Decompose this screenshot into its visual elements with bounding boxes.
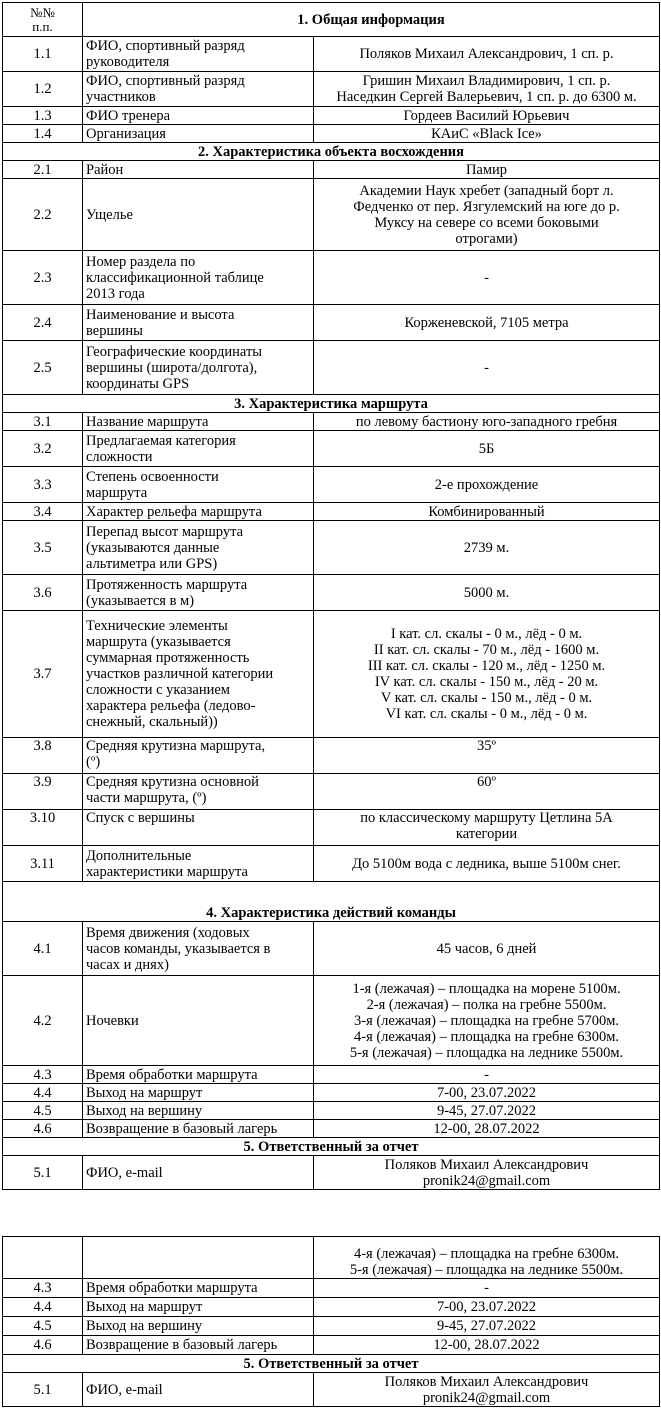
passport-table [2, 2, 660, 1190]
row-value-nights-tail: 4-я (лежачая) – площадка на гребне 6300м. 5-я (лежачая) – площадка на леднике 5500м. [314, 1237, 660, 1279]
header-row [3, 3, 660, 37]
passport-table-continued [2, 1236, 660, 1407]
row-number: 3.9 [3, 774, 83, 810]
row-value-dup-4-5: 9-45, 27.07.2022 [314, 1317, 660, 1336]
row-value-dup-4-3: - [314, 1279, 660, 1298]
table-row [3, 413, 660, 431]
table-row [3, 107, 660, 125]
row-value-4-1: 45 часов, 6 дней [314, 922, 660, 976]
table-row [3, 467, 660, 503]
row-label-5-1: ФИО, e-mail [83, 1156, 314, 1190]
row-number: 2.4 [3, 305, 83, 341]
row-value-4-5: 9-45, 27.07.2022 [314, 1102, 660, 1120]
row-value-dup-5-1: Поляков Михаил Александрович pronik24@gmail.com [314, 1373, 660, 1407]
row-number: 3.7 [3, 611, 83, 738]
row-label-3-4: Характер рельефа маршрута [83, 503, 314, 521]
row-label-3-1: Название маршрута [83, 413, 314, 431]
row-value-3-4: Комбинированный [314, 503, 660, 521]
row-number: 1.4 [3, 125, 83, 143]
row-number [3, 1237, 83, 1279]
row-number: 3.11 [3, 846, 83, 882]
number-header: №№ п.п. [3, 3, 83, 37]
table-row [3, 774, 660, 810]
row-label-2-5: Географические координаты вершины (широта/долгота), координаты GPS [83, 341, 314, 395]
row-label-3-8: Средняя крутизна маршрута, (º) [83, 738, 314, 774]
row-value-1-3: Гордеев Василий Юрьевич [314, 107, 660, 125]
row-value-3-7: I кат. сл. скалы - 0 м., лёд - 0 м. II кат. сл. скалы - 70 м., лёд - 1600 м. III кат. сл. скалы - 120 м., лёд - 1250 м. IV кат. сл. скалы - 150 м., лёд - 20 м. V кат. сл. скалы - 150 м., лёд - 0 м. VI кат. сл. скалы - 0 м., лёд - 0 м. [314, 611, 660, 738]
row-label-3-7: Технические элементы маршрута (указывается суммарная протяженность участков различной категории сложности с указанием характера рельефа (ледово- снежный, скальный)) [83, 611, 314, 738]
table-row [3, 611, 660, 738]
row-value-3-1: по левому бастиону юго-западного гребня [314, 413, 660, 431]
section-2-title: 2. Характеристика объекта восхождения [3, 143, 660, 161]
row-number: 4.2 [3, 976, 83, 1066]
row-label-dup-4-4: Выход на маршрут [83, 1298, 314, 1317]
section-row [3, 1355, 660, 1373]
row-value-2-1: Памир [314, 161, 660, 179]
row-number: 3.1 [3, 413, 83, 431]
row-label-3-2: Предлагаемая категория сложности [83, 431, 314, 467]
table-row [3, 305, 660, 341]
row-value-1-2: Гришин Михаил Владимирович, 1 сп. р. Наседкин Сергей Валерьевич, 1 сп. р. до 6300 м. [314, 72, 660, 107]
table-row [3, 341, 660, 395]
row-value-2-5: - [314, 341, 660, 395]
row-number: 1.2 [3, 72, 83, 107]
row-label-4-6: Возвращение в базовый лагерь [83, 1120, 314, 1138]
row-label-2-4: Наименование и высота вершины [83, 305, 314, 341]
table-row [3, 521, 660, 575]
row-label-3-5: Перепад высот маршрута (указываются данные альтиметра или GPS) [83, 521, 314, 575]
page-break-gap [0, 1228, 661, 1234]
row-label-3-6: Протяженность маршрута (указывается в м) [83, 575, 314, 611]
row-number: 5.1 [3, 1156, 83, 1190]
row-number: 4.3 [3, 1279, 83, 1298]
row-label-2-2: Ущелье [83, 179, 314, 251]
row-value-3-3: 2-е прохождение [314, 467, 660, 503]
table-row [3, 922, 660, 976]
table-row [3, 72, 660, 107]
table-row [3, 37, 660, 72]
table-row [3, 431, 660, 467]
table-row [3, 1373, 660, 1407]
row-value-3-9: 60º [314, 774, 660, 810]
section-4-title: 4. Характеристика действий команды [3, 882, 660, 922]
row-number: 2.3 [3, 251, 83, 305]
row-number: 3.10 [3, 810, 83, 846]
row-value-2-4: Корженевской, 7105 метра [314, 305, 660, 341]
table-row [3, 810, 660, 846]
row-label-4-1: Время движения (ходовых часов команды, указывается в часах и днях) [83, 922, 314, 976]
table-row [3, 1120, 660, 1138]
table-row [3, 1317, 660, 1336]
row-value-3-2: 5Б [314, 431, 660, 467]
section-3-title: 3. Характеристика маршрута [3, 395, 660, 413]
row-number: 4.6 [3, 1336, 83, 1355]
row-number: 3.8 [3, 738, 83, 774]
row-value-1-4: КАиС «Black Ice» [314, 125, 660, 143]
row-number: 2.2 [3, 179, 83, 251]
table-row [3, 125, 660, 143]
row-value-3-11: До 5100м вода с ледника, выше 5100м снег. [314, 846, 660, 882]
row-label-3-9: Средняя крутизна основной части маршрута, (º) [83, 774, 314, 810]
row-value-2-2: Академии Наук хребет (западный борт л. Федченко от пер. Язгулемский на юге до р. Муксу на севере со всеми боковыми отрогами) [314, 179, 660, 251]
row-number: 4.4 [3, 1298, 83, 1317]
row-number: 3.6 [3, 575, 83, 611]
table-row [3, 1279, 660, 1298]
section-row [3, 143, 660, 161]
row-label-1-3: ФИО тренера [83, 107, 314, 125]
row-label-3-3: Степень освоенности маршрута [83, 467, 314, 503]
table-row [3, 1066, 660, 1084]
table-row [3, 251, 660, 305]
row-value-1-1: Поляков Михаил Александрович, 1 сп. р. [314, 37, 660, 72]
row-label-dup-5-1: ФИО, e-mail [83, 1373, 314, 1407]
table-row [3, 161, 660, 179]
table-row [3, 1336, 660, 1355]
row-label-dup-4-3: Время обработки маршрута [83, 1279, 314, 1298]
table-row [3, 1084, 660, 1102]
section-row [3, 882, 660, 922]
row-value-dup-4-4: 7-00, 23.07.2022 [314, 1298, 660, 1317]
row-value-2-3: - [314, 251, 660, 305]
table-row [3, 1237, 660, 1279]
row-number: 1.1 [3, 37, 83, 72]
row-number: 2.1 [3, 161, 83, 179]
row-number: 3.4 [3, 503, 83, 521]
table-row [3, 846, 660, 882]
row-number: 4.5 [3, 1102, 83, 1120]
table-row [3, 1156, 660, 1190]
row-label-4-3: Время обработки маршрута [83, 1066, 314, 1084]
row-number: 4.6 [3, 1120, 83, 1138]
row-label-dup-4-5: Выход на вершину [83, 1317, 314, 1336]
section-5-title-dup: 5. Ответственный за отчет [3, 1355, 660, 1373]
row-number: 3.3 [3, 467, 83, 503]
row-value-3-10: по классическому маршруту Цетлина 5А категории [314, 810, 660, 846]
row-label-2-1: Район [83, 161, 314, 179]
row-label-1-4: Организация [83, 125, 314, 143]
table-row [3, 976, 660, 1066]
row-number: 4.1 [3, 922, 83, 976]
row-number: 4.3 [3, 1066, 83, 1084]
row-number: 5.1 [3, 1373, 83, 1407]
row-value-dup-4-6: 12-00, 28.07.2022 [314, 1336, 660, 1355]
row-number: 4.5 [3, 1317, 83, 1336]
table-row [3, 575, 660, 611]
row-value-5-1: Поляков Михаил Александрович pronik24@gmail.com [314, 1156, 660, 1190]
row-number: 3.5 [3, 521, 83, 575]
row-number: 3.2 [3, 431, 83, 467]
row-value-4-4: 7-00, 23.07.2022 [314, 1084, 660, 1102]
table-row [3, 1298, 660, 1317]
row-label-4-4: Выход на маршрут [83, 1084, 314, 1102]
row-value-3-8: 35º [314, 738, 660, 774]
section-row [3, 1138, 660, 1156]
row-number: 2.5 [3, 341, 83, 395]
row-label-4-5: Выход на вершину [83, 1102, 314, 1120]
table-row [3, 503, 660, 521]
row-label-3-11: Дополнительные характеристики маршрута [83, 846, 314, 882]
row-label-1-2: ФИО, спортивный разряд участников [83, 72, 314, 107]
section-5-title: 5. Ответственный за отчет [3, 1138, 660, 1156]
row-label-1-1: ФИО, спортивный разряд руководителя [83, 37, 314, 72]
section-1-title: 1. Общая информация [83, 3, 660, 37]
table-row [3, 738, 660, 774]
table-row [3, 1102, 660, 1120]
table-row [3, 179, 660, 251]
row-value-4-3: - [314, 1066, 660, 1084]
row-value-4-6: 12-00, 28.07.2022 [314, 1120, 660, 1138]
row-number: 1.3 [3, 107, 83, 125]
section-row [3, 395, 660, 413]
row-value-3-5: 2739 м. [314, 521, 660, 575]
row-label-4-2: Ночевки [83, 976, 314, 1066]
row-label-3-10: Спуск с вершины [83, 810, 314, 846]
row-number: 4.4 [3, 1084, 83, 1102]
row-value-3-6: 5000 м. [314, 575, 660, 611]
row-label-2-3: Номер раздела по классификационной таблице 2013 года [83, 251, 314, 305]
row-label-empty [83, 1237, 314, 1279]
row-label-dup-4-6: Возвращение в базовый лагерь [83, 1336, 314, 1355]
row-value-4-2: 1-я (лежачая) – площадка на морене 5100м. 2-я (лежачая) – полка на гребне 5500м. 3-я (лежачая) – площадка на гребне 5700м. 4-я (лежачая) – площадка на гребне 6300м. 5-я (лежачая) – площадка на леднике 5500м. [314, 976, 660, 1066]
